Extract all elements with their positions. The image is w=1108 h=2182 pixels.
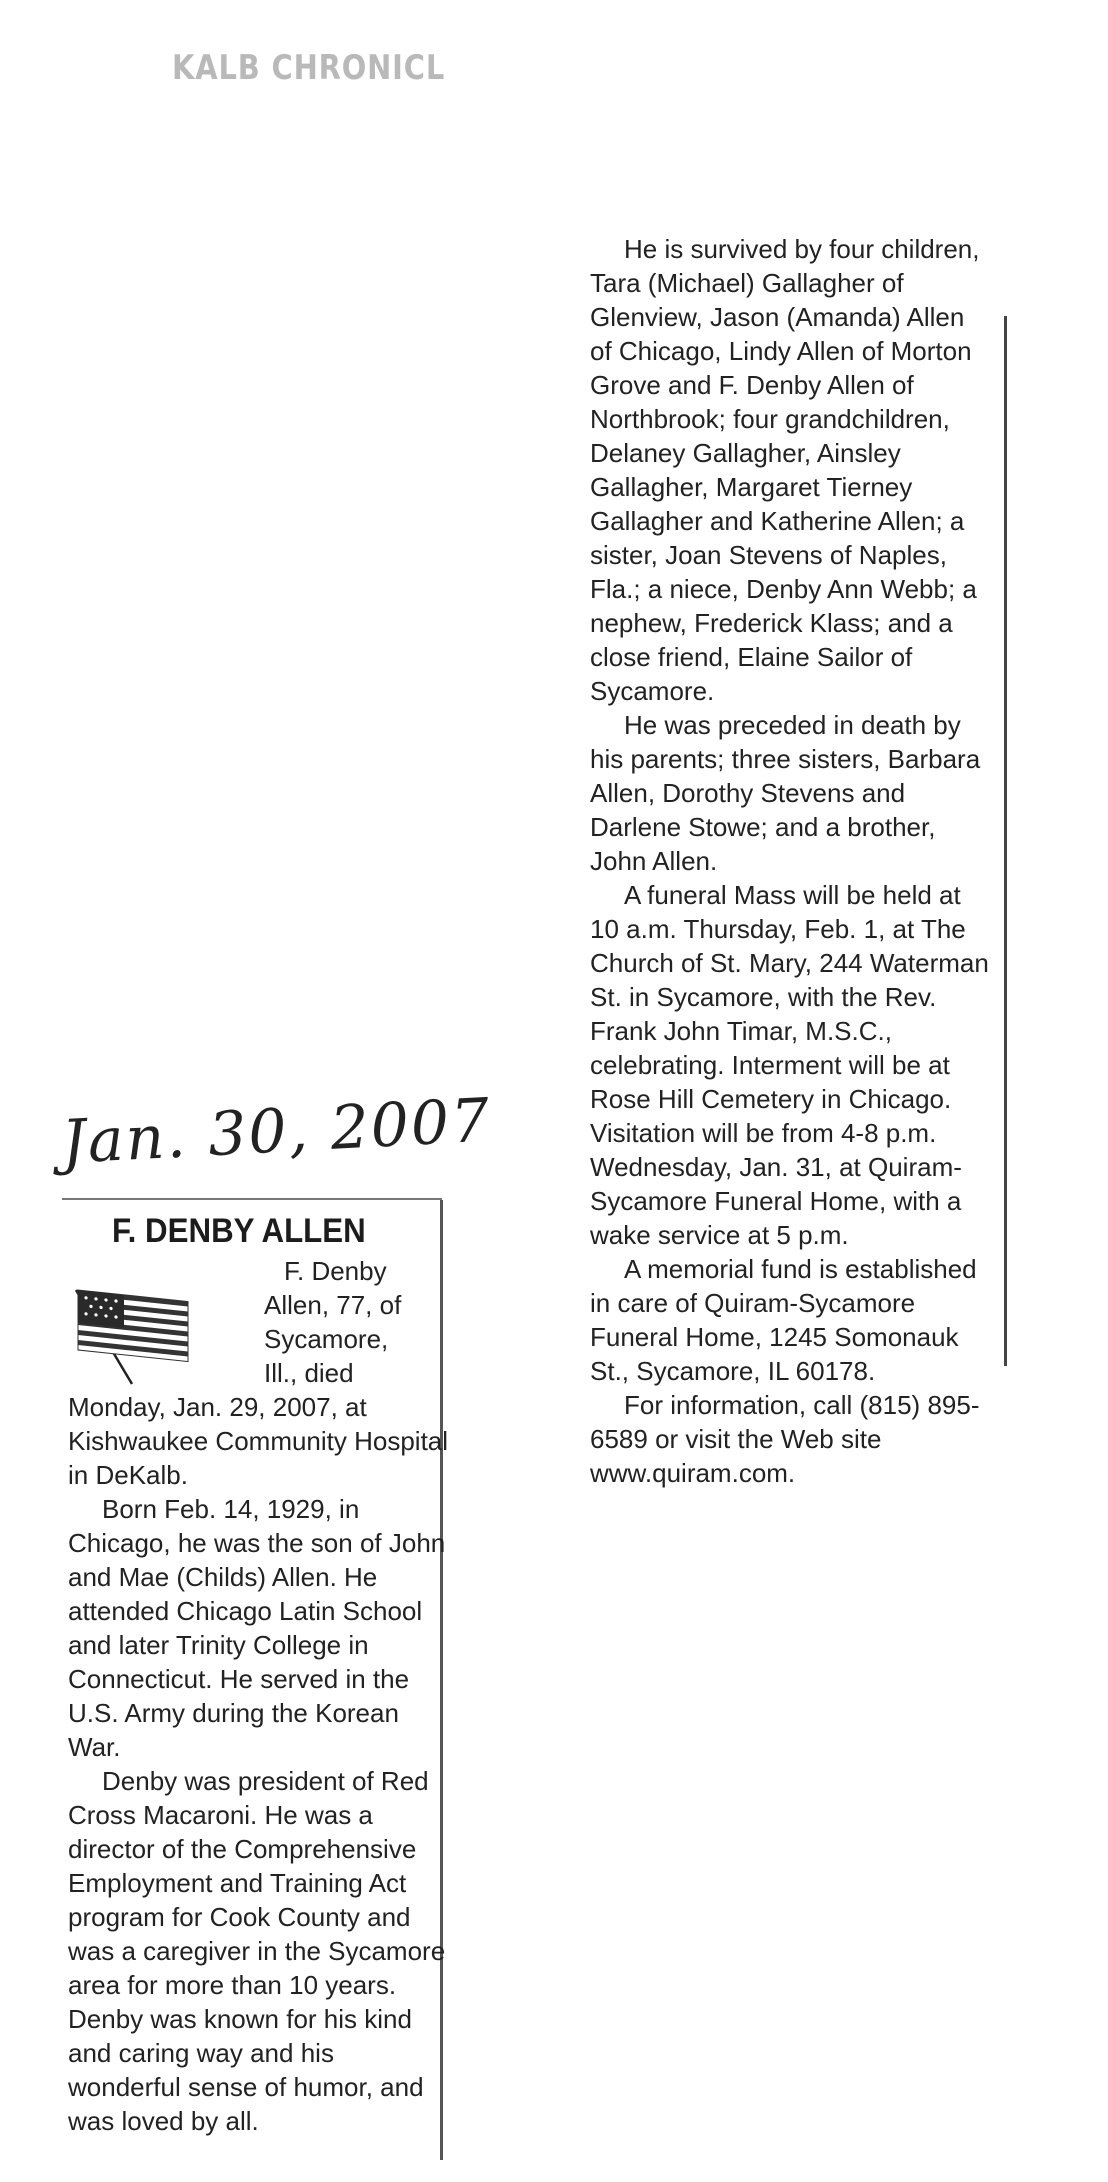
paragraph: A memorial fund is established in care of Quiram-Sycamore Funeral Home, 1245 Somonauk St., Sycamore, IL 60178. <box>590 1254 977 1386</box>
paragraph: He was preceded in death by his parents; three sisters, Barbara Allen, Dorothy Stevens and Darlene Stowe; and a brother, John Allen. <box>590 710 981 876</box>
masthead: KALB CHRONICL <box>172 48 446 88</box>
paragraph: A funeral Mass will be held at 10 a.m. Thursday, Feb. 1, at The Church of St. Mary, 244 Waterman St. in Sycamore, with the Rev. Frank John Timar, M.S.C., celebrating. Interment will be at Rose Hill Cemetery in Chicago. Visitation will be from 4-8 p.m. Wednesday, Jan. 31, at Quiram-Sycamore Funeral Home, with a wake service at 5 p.m. <box>590 880 989 1250</box>
column-top-rule <box>62 1198 442 1200</box>
paragraph: Born Feb. 14, 1929, in Chicago, he was the son of John and Mae (Childs) Allen. He attended Chicago Latin School and later Trinity College in Connecticut. He served in the U.S. Army during the Korean War. <box>68 1494 446 1762</box>
handwritten-date: Jan. 30, 2007 <box>60 1085 493 1178</box>
paragraph: Monday, Jan. 29, 2007, at Kishwaukee Community Hospital in DeKalb. <box>68 1392 449 1490</box>
obituary-headline: F. DENBY ALLEN <box>112 1212 366 1250</box>
american-flag-icon <box>70 1286 200 1386</box>
paragraph: Denby was president of Red Cross Macaroni. He was a director of the Comprehensive Employment and Training Act program for Cook County and was a caregiver in the Sycamore area for more than 10 years. Denby was known for his kind and caring way and his wonderful sense of humor, and was loved by all. <box>68 1766 446 2136</box>
left-column <box>68 1390 450 2138</box>
right-column <box>590 232 990 1490</box>
intro-line: Sycamore, <box>264 1324 389 1354</box>
intro-line: Ill., died <box>264 1358 354 1388</box>
right-column-edge <box>1004 316 1007 1366</box>
intro-line: F. Denby <box>284 1256 387 1286</box>
intro-line: Allen, 77, of <box>264 1290 402 1320</box>
paragraph: He is survived by four children, Tara (Michael) Gallagher of Glenview, Jason (Amanda) Allen of Chicago, Lindy Allen of Morton Grove and F. Denby Allen of Northbrook; four grandchildren, Delaney Gallagher, Ainsley Gallagher, Margaret Tierney Gallagher and Katherine Allen; a sister, Joan Stevens of Naples, Fla.; a niece, Denby Ann Webb; a nephew, Frederick Klass; and a close friend, Elaine Sailor of Sycamore. <box>590 234 980 706</box>
intro-lines <box>264 1254 464 1390</box>
paragraph: For information, call (815) 895-6589 or visit the Web site www.quiram.com. <box>590 1390 980 1488</box>
